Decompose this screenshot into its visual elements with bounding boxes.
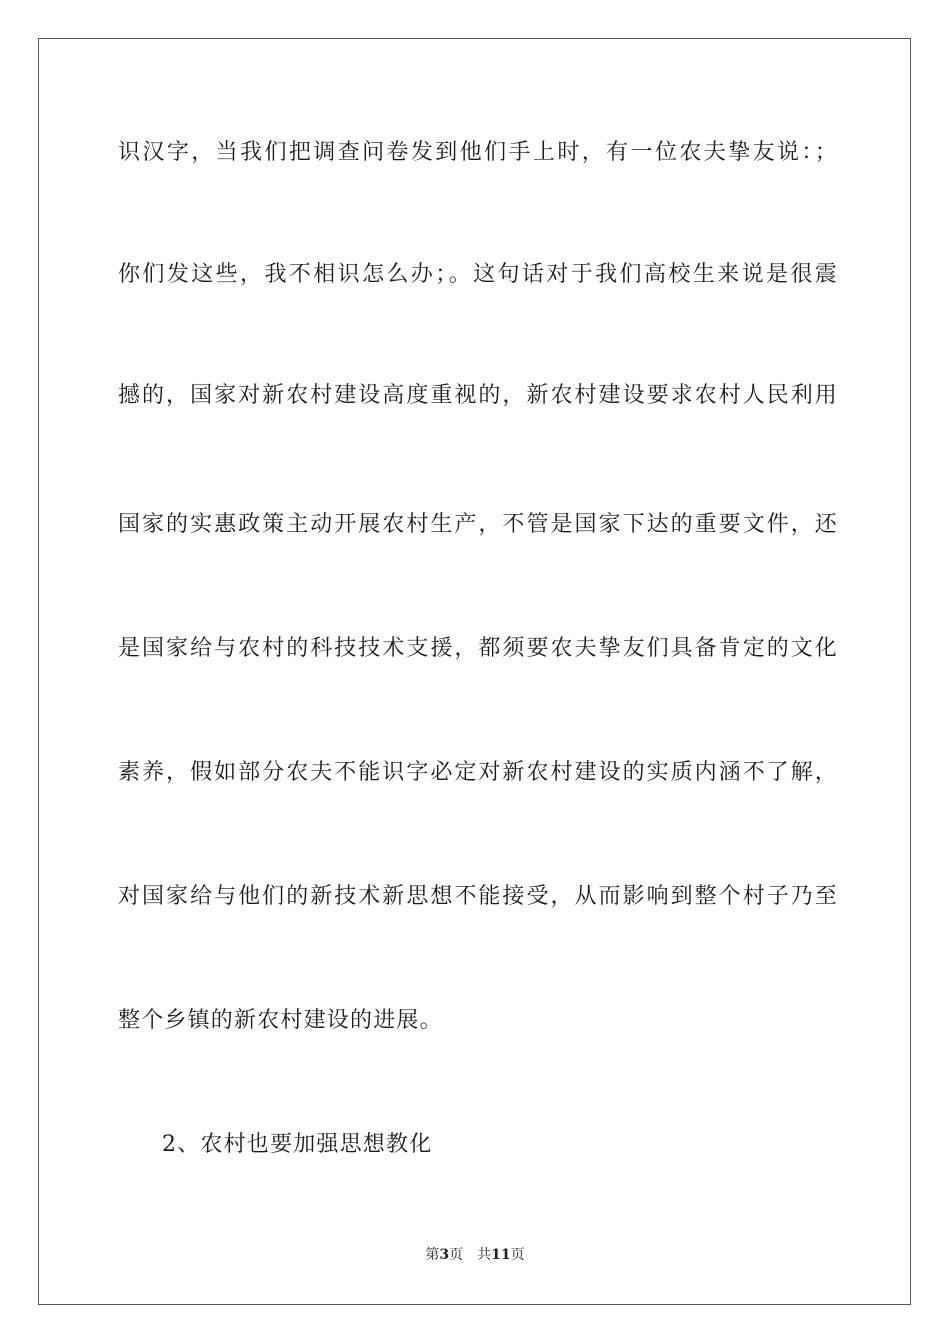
total-pages: 11 bbox=[491, 1247, 511, 1263]
page-suffix: 页 bbox=[449, 1247, 464, 1263]
page-number: 3 bbox=[439, 1247, 450, 1263]
paragraph-line-last: 整个乡镇的新农村建设的进展。 bbox=[118, 1008, 443, 1033]
total-prefix: 共 bbox=[477, 1247, 492, 1263]
paragraph-line: 对国家给与他们的新技术新思想不能接受，从而影响到整个村子乃至 bbox=[118, 884, 838, 909]
paragraph-line: 素养，假如部分农夫不能识字必定对新农村建设的实质内涵不了解， bbox=[118, 760, 838, 785]
paragraph-line: 你们发这些，我不相识怎么办；。这句话对于我们高校生来说是很震 bbox=[118, 262, 838, 287]
total-suffix: 页 bbox=[510, 1247, 525, 1263]
paragraph-line: 撼的，国家对新农村建设高度重视的，新农村建设要求农村人民利用 bbox=[118, 383, 838, 408]
page-prefix: 第 bbox=[425, 1247, 440, 1263]
section-heading: 2、农村也要加强思想教化 bbox=[162, 1132, 433, 1157]
paragraph-line: 识汉字，当我们把调查问卷发到他们手上时，有一位农夫挚友说：； bbox=[118, 140, 838, 165]
paragraph-line: 是国家给与农村的科技技术支援，都须要农夫挚友们具备肯定的文化 bbox=[118, 636, 838, 661]
page-footer bbox=[0, 1246, 950, 1264]
page-border bbox=[38, 38, 911, 1305]
paragraph-line: 国家的实惠政策主动开展农村生产，不管是国家下达的重要文件，还 bbox=[118, 512, 838, 537]
